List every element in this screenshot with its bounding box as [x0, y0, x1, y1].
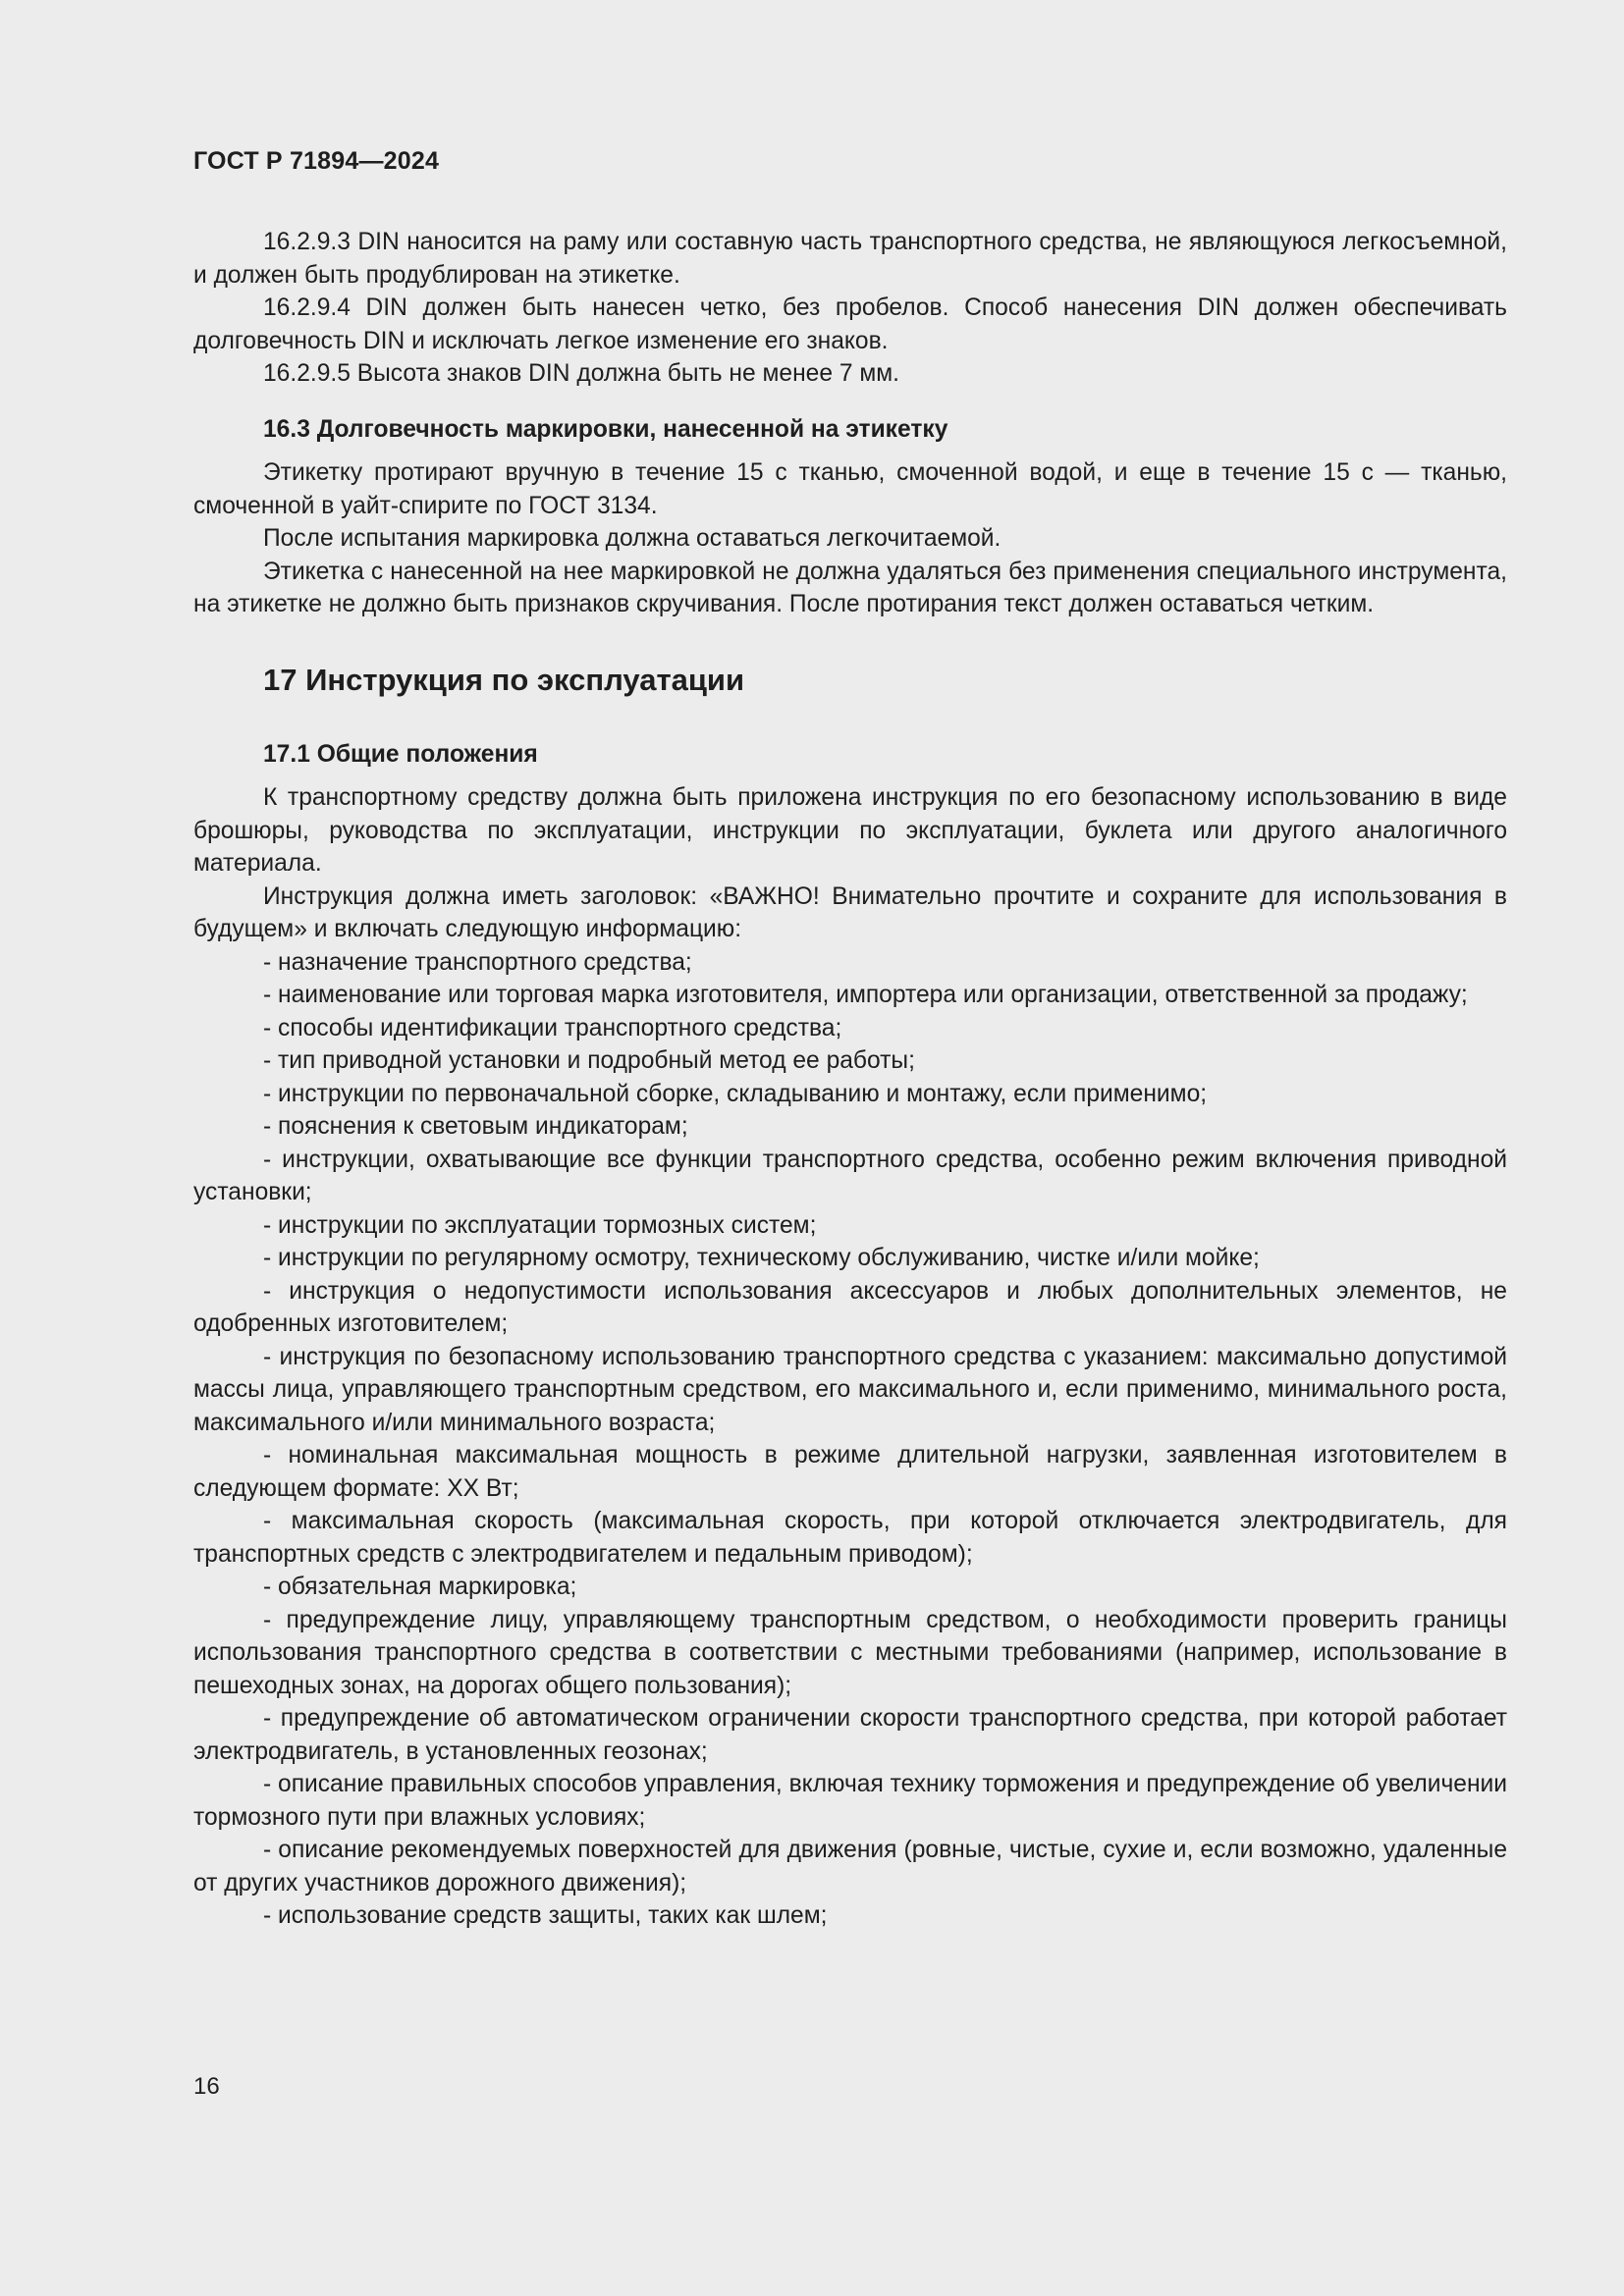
paragraph: Этикетку протирают вручную в течение 15 с тканью, смоченной водой, и еще в течение 15 с — тканью, смоченной в уайт-спирите по ГОСТ 3134. — [193, 459, 1507, 519]
section-heading-17-1: 17.1 Общие положения — [263, 740, 538, 768]
list-item: - инструкции по эксплуатации тормозных систем; — [263, 1211, 817, 1239]
list-item: - инструкции, охватывающие все функции транспортного средства, особенно режим включения приводной установки; — [193, 1146, 1507, 1205]
list-item: - инструкция о недопустимости использования аксессуаров и любых дополнительных элементов, не одобренных изготовителем; — [193, 1277, 1507, 1337]
paragraph-16-2-9-5: 16.2.9.5 Высота знаков DIN должна быть не менее 7 мм. — [263, 360, 900, 387]
document-body — [193, 226, 1507, 1933]
paragraph-16-2-9-4: 16.2.9.4 DIN должен быть нанесен четко, без пробелов. Способ нанесения DIN должен обеспечивать долговечность DIN и исключать легкое изменение его знаков. — [193, 294, 1507, 354]
list-item: - инструкции по первоначальной сборке, складыванию и монтажу, если применимо; — [263, 1080, 1208, 1107]
list-item: - использование средств защиты, таких как шлем; — [263, 1902, 828, 1929]
list-item: - способы идентификации транспортного средства; — [263, 1014, 842, 1041]
list-item: - назначение транспортного средства; — [263, 948, 692, 976]
list-item: - обязательная маркировка; — [263, 1574, 577, 1600]
list-item: - пояснения к световым индикаторам; — [263, 1113, 688, 1140]
list-item: - номинальная максимальная мощность в режиме длительной нагрузки, заявленная изготовителем в следующем формате: ХХ Вт; — [193, 1442, 1507, 1502]
section-heading-16-3: 16.3 Долговечность маркировки, нанесенной на этикетку — [263, 415, 948, 443]
section-heading-17: 17 Инструкция по эксплуатации — [263, 662, 745, 697]
document-header: ГОСТ Р 71894—2024 — [193, 147, 440, 175]
paragraph: Инструкция должна иметь заголовок: «ВАЖНО! Внимательно прочтите и сохраните для использования в будущем» и включать следующую информацию: — [193, 882, 1507, 942]
paragraph: К транспортному средству должна быть приложена инструкция по его безопасному использованию в виде брошюры, руководства по эксплуатации, инструкции по эксплуатации, буклета или другого аналогичного материала. — [193, 784, 1507, 877]
list-item: - наименование или торговая марка изготовителя, импортера или организации, ответственной за продажу; — [263, 982, 1468, 1008]
list-item: - тип приводной установки и подробный метод ее работы; — [263, 1047, 915, 1074]
list-item: - описание правильных способов управления, включая технику торможения и предупреждение об увеличении тормозного пути при влажных условиях; — [193, 1771, 1507, 1831]
list-item: - инструкции по регулярному осмотру, техническому обслуживанию, чистке и/или мойке; — [263, 1245, 1260, 1271]
paragraph: После испытания маркировка должна оставаться легкочитаемой. — [263, 525, 1001, 552]
list-item: - максимальная скорость (максимальная скорость, при которой отключается электродвигатель, для транспортных средств с электродвигателем и педальным приводом); — [193, 1508, 1507, 1568]
list-item: - описание рекомендуемых поверхностей для движения (ровные, чистые, сухие и, если возможно, удаленные от других участников дорожного движения); — [193, 1837, 1507, 1896]
list-item: - предупреждение об автоматическом ограничении скорости транспортного средства, при которой работает электродвигатель, в установленных геозонах; — [193, 1705, 1507, 1765]
page-number: 16 — [193, 2073, 220, 2100]
paragraph: Этикетка с нанесенной на нее маркировкой не должна удаляться без применения специального инструмента, на этикетке не должно быть признаков скручивания. После протирания текст должен оставаться четким. — [193, 558, 1507, 617]
list-item: - предупреждение лицу, управляющему транспортным средством, о необходимости проверить границы использования транспортного средства в соответствии с местными требованиями (например, использование в пешеходных зонах, на дорогах общего пользования); — [193, 1606, 1507, 1699]
list-item: - инструкция по безопасному использованию транспортного средства с указанием: максимально допустимой массы лица, управляющего транспортным средством, его максимального и, если применимо, минимального роста, максимального и/или минимального возраста; — [193, 1343, 1507, 1436]
paragraph-16-2-9-3: 16.2.9.3 DIN наносится на раму или составную часть транспортного средства, не являющуюся легкосъемной, и должен быть продублирован на этикетке. — [193, 229, 1507, 289]
